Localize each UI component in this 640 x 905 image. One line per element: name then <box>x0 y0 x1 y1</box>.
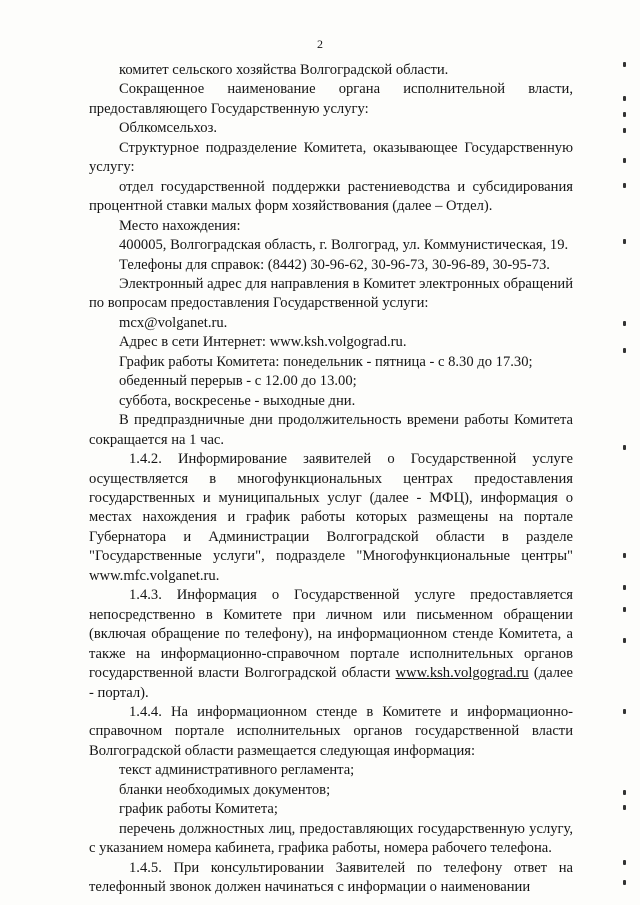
list-item-schedule: график работы Комитета; <box>119 801 278 818</box>
paragraph-email-label: Электронный адрес для направления в Комитет электронных обращений по вопросам предоставления Государственной услуги: <box>89 275 573 312</box>
paragraph-website: Адрес в сети Интернет: www.ksh.volgograd.ru. <box>119 334 407 351</box>
paragraph-weekend: суббота, воскресенье - выходные дни. <box>119 392 356 409</box>
paragraph-division-label: Структурное подразделение Комитета, оказывающее Государственную услугу: <box>89 139 573 176</box>
paragraph-committee-name: комитет сельского хозяйства Волгоградской области. <box>119 62 449 78</box>
paragraph-section-1-4-5: 1.4.5. При консультировании Заявителей по телефону ответ на телефонный звонок должен начинаться с информации о наименовании <box>89 859 573 896</box>
paragraph-short-name: Облкомсельхоз. <box>119 120 218 137</box>
paragraph-address: 400005, Волгоградская область, г. Волгоград, ул. Коммунистическая, 19. <box>119 237 569 254</box>
paragraph-section-1-4-4: 1.4.4. На информационном стенде в Комитете и информационно-справочном портале исполнительных органов государственной власти Волгоградской области размещается следующая информация: <box>89 703 573 759</box>
paragraph-schedule: График работы Комитета: понедельник - пятница - с 8.30 до 17.30; <box>119 353 533 370</box>
paragraph-division-name: отдел государственной поддержки растениеводства и субсидирования процентной ставки малых форм хозяйствования (далее – Отдел). <box>89 178 573 215</box>
paragraph-phones: Телефоны для справок: (8442) 30-96-62, 30-96-73, 30-96-89, 30-95-73. <box>119 256 550 273</box>
scan-edge-specks <box>623 0 633 905</box>
section-1-4-3-tail: (далее - портал). <box>89 665 573 701</box>
document-body <box>89 61 573 897</box>
paragraph-lunch-break: обеденный перерыв - с 12.00 до 13.00; <box>119 373 357 390</box>
paragraph-section-1-4-3 <box>89 586 573 703</box>
page-number: 2 <box>317 37 323 51</box>
paragraph-email: mcx@volganet.ru. <box>119 314 228 331</box>
list-item-forms: бланки необходимых документов; <box>119 781 331 798</box>
portal-link[interactable]: www.ksh.volgograd.ru <box>395 665 529 682</box>
paragraph-pre-holiday: В предпраздничные дни продолжительность времени работы Комитета сокращается на 1 час. <box>89 412 573 448</box>
section-1-4-3-text: 1.4.3. Информация о Государственной услуге предоставляется непосредственно в Комитете при личном или письменном обращении (включая обращение по телефону), на информационном стенде Комитета, а также на информационно-справочном портале исполнительных органов государственной власти Волгоградской области <box>89 587 573 682</box>
paragraph-section-1-4-2: 1.4.2. Информирование заявителей о Государственной услуге осуществляется в многофункциональных центрах предоставления государственных и муниципальных услуг (далее - МФЦ), информация о местах нахождения и график работы которых размещены на портале Губернатора и Администрации Волгоградской области в разделе "Государственные услуги", подразделе "Многофункциональные центры" www.mfc.volganet.ru. <box>89 451 573 584</box>
list-item-regulation-text: текст административного регламента; <box>119 762 355 779</box>
list-item-officials: перечень должностных лиц, предоставляющих государственную услугу, с указанием номера кабинета, графика работы, номера рабочего телефона. <box>89 820 573 857</box>
paragraph-location-label: Место нахождения: <box>119 217 241 234</box>
paragraph-short-name-label: Сокращенное наименование органа исполнительной власти, предоставляющего Государственную услугу: <box>89 81 573 117</box>
